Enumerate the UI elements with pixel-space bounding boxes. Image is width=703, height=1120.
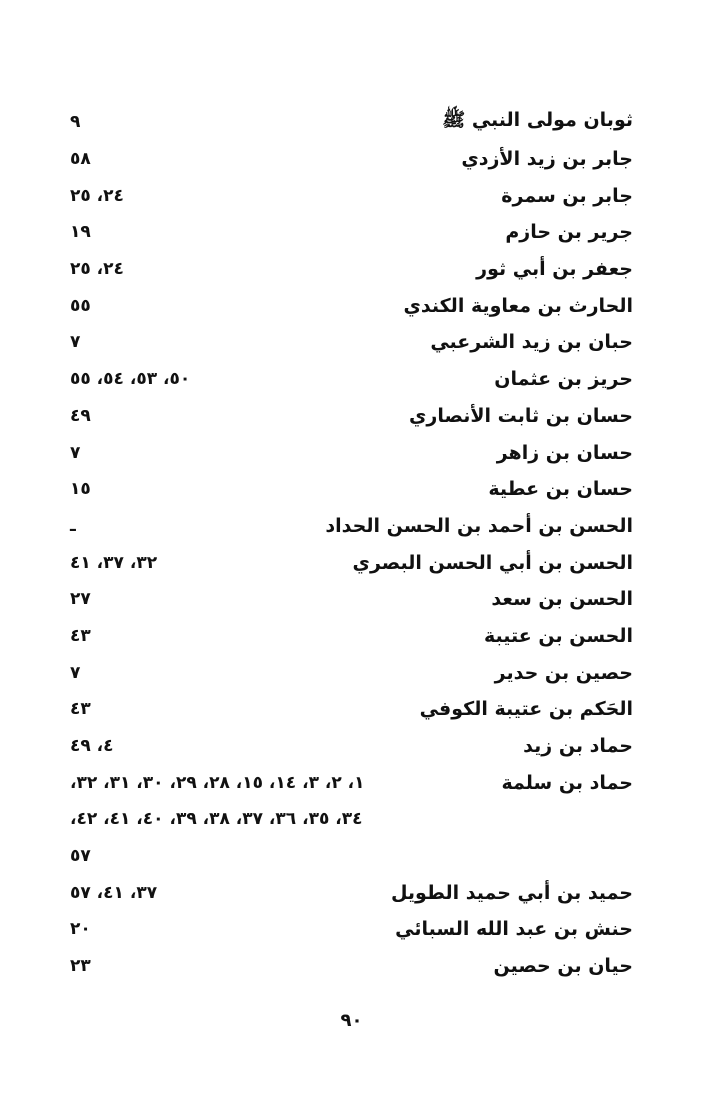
entry-page-refs: ١، ٢، ٣، ١٤، ١٥، ٢٨، ٢٩، ٣٠، ٣١، ٣٢،	[70, 772, 365, 793]
entry-name: حصين بن حدير	[494, 661, 633, 684]
index-entry	[70, 948, 633, 985]
entry-name: حسان بن ثابت الأنصاري	[409, 404, 633, 427]
entry-page-refs: ٢٣	[70, 956, 91, 977]
entry-name: جابر بن سمرة	[501, 184, 633, 207]
index-entry	[70, 691, 633, 728]
index-entry	[70, 177, 633, 214]
entry-page-refs: ـ	[70, 515, 76, 536]
entry-name: الحسن بن أحمد بن الحسن الحداد	[325, 514, 633, 537]
entry-name: الحسن بن أبي الحسن البصري	[352, 551, 633, 574]
entry-page-refs: ٣٢، ٣٧، ٤١	[70, 552, 158, 573]
entry-page-refs: ٤٣	[70, 625, 91, 646]
entry-page-refs: ٥٨	[70, 149, 91, 170]
index-entry	[70, 104, 633, 141]
index-entry	[70, 654, 633, 691]
entry-name: الحسن بن سعد	[491, 588, 633, 611]
index-entry	[70, 544, 633, 581]
entry-name: حبان بن زيد الشرعبي	[430, 331, 633, 354]
entry-name: حميد بن أبي حميد الطويل	[390, 881, 633, 904]
entry-name: حيان بن حصين	[493, 955, 633, 978]
index-entry	[70, 324, 633, 361]
entry-page-refs: ٢٤، ٢٥	[70, 259, 124, 280]
entry-page-refs: ٤، ٤٩	[70, 736, 114, 757]
entry-page-refs: ٢٤، ٢٥	[70, 185, 124, 206]
entry-name: حماد بن سلمة	[501, 771, 633, 794]
entry-name: حريز بن عثمان	[494, 368, 633, 391]
entry-name: ثوبان مولى النبي ﷺ	[442, 109, 633, 132]
entry-name: جعفر بن أبي ثور	[476, 258, 633, 281]
entry-name: حماد بن زيد	[523, 735, 633, 758]
entry-page-refs: ٣٧، ٤١، ٥٧	[70, 882, 158, 903]
entry-page-refs: ١٥	[70, 479, 91, 500]
entry-page-refs-continued: ٥٧	[70, 846, 91, 867]
entry-name: الحارث بن معاوية الكندي	[403, 294, 633, 317]
entry-page-refs: ٤٣	[70, 699, 91, 720]
index-entry	[70, 287, 633, 324]
index-entry	[70, 874, 633, 911]
index-entry	[70, 214, 633, 251]
index-entry	[70, 911, 633, 948]
entry-name: حسان بن زاهر	[496, 441, 633, 464]
index-entry	[70, 581, 633, 618]
entry-name: الحسن بن عتيبة	[483, 624, 633, 647]
page-number: ٩٠	[340, 1010, 363, 1031]
index-entry	[70, 728, 633, 765]
index-entry	[70, 471, 633, 508]
index-entry	[70, 251, 633, 288]
entry-page-refs: ٥٥	[70, 295, 91, 316]
index-entry	[70, 618, 633, 655]
entry-name: جرير بن حازم	[505, 221, 633, 244]
name-index-list	[70, 104, 633, 985]
index-entry	[70, 764, 633, 801]
index-entry	[70, 434, 633, 471]
entry-name: جابر بن زيد الأزدي	[461, 148, 633, 171]
entry-page-refs: ١٩	[70, 222, 91, 243]
entry-name: الحَكم بن عتيبة الكوفي	[419, 698, 633, 721]
index-entry	[70, 508, 633, 545]
entry-page-refs: ٧	[70, 332, 81, 353]
entry-page-refs: ٧	[70, 442, 81, 463]
entry-page-refs: ٢٠	[70, 919, 91, 940]
entry-page-refs: ٢٧	[70, 589, 91, 610]
entry-name: حسان بن عطية	[488, 478, 633, 501]
index-entry-continuation	[70, 838, 633, 875]
entry-page-refs-continued: ٣٤، ٣٥، ٣٦، ٣٧، ٣٨، ٣٩، ٤٠، ٤١، ٤٢،	[70, 809, 363, 830]
index-entry	[70, 398, 633, 435]
entry-page-refs: ٤٩	[70, 405, 91, 426]
entry-page-refs: ٩	[70, 112, 81, 133]
index-entry	[70, 141, 633, 178]
entry-name: حنش بن عبد الله السبائي	[395, 918, 633, 941]
index-entry-continuation	[70, 801, 633, 838]
entry-page-refs: ٧	[70, 662, 81, 683]
entry-page-refs: ٥٠، ٥٣، ٥٤، ٥٥	[70, 369, 191, 390]
index-entry	[70, 361, 633, 398]
